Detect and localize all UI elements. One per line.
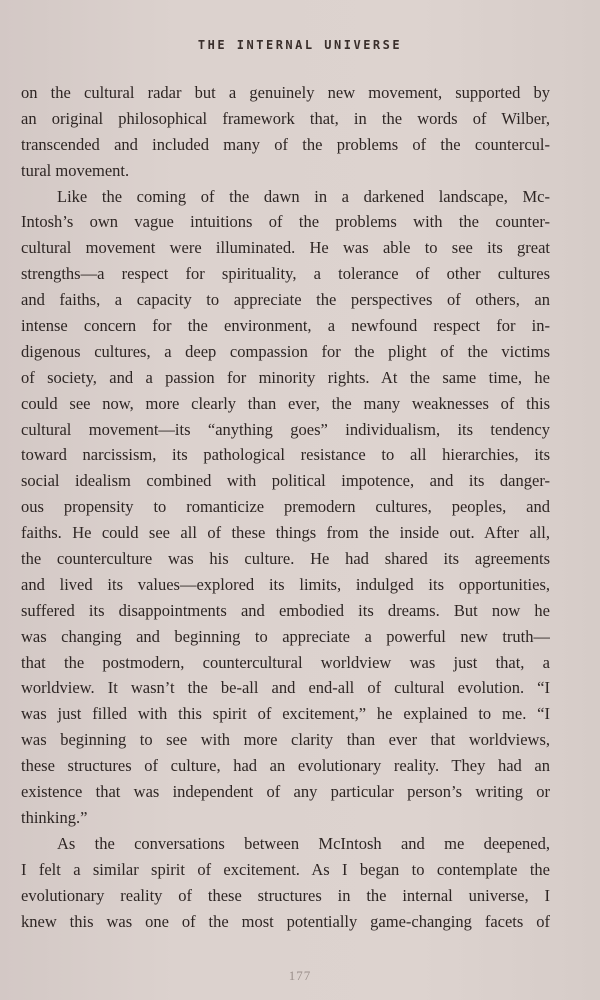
text-line: these structures of culture, had an evolutionary reality. They had an — [21, 756, 550, 776]
text-line: transcended and included many of the problems of the countercul- — [21, 134, 550, 154]
text-line: could see now, more clearly than ever, the many weaknesses of this — [21, 393, 550, 413]
text-line: strengths—a respect for spirituality, a tolerance of other cultures — [21, 264, 550, 284]
text-line: was beginning to see with more clarity than ever that worldviews, — [21, 730, 550, 750]
text-line: was just filled with this spirit of excitement,” he explained to me. “I — [21, 704, 550, 724]
text-line: digenous cultures, a deep compassion for the plight of the victims — [21, 341, 550, 361]
text-line: As the conversations between McIntosh and me deepened, — [57, 833, 550, 853]
text-line: on the cultural radar but a genuinely new movement, supported by — [21, 83, 550, 102]
text-line: I felt a similar spirit of excitement. As I began to contemplate the — [21, 859, 550, 879]
body-text — [21, 80, 550, 934]
text-line: cultural movement—its “anything goes” individualism, its tendency — [21, 419, 550, 439]
text-line: and faiths, a capacity to appreciate the perspectives of others, an — [21, 290, 550, 310]
text-line: tural movement. — [21, 160, 130, 180]
text-line: intense concern for the environment, a newfound respect for in- — [21, 316, 550, 336]
text-line: social idealism combined with political impotence, and its danger- — [21, 471, 550, 491]
text-line: and lived its values—explored its limits, indulged its opportunities, — [21, 574, 550, 594]
page-number: 177 — [288, 968, 312, 983]
text-line: worldview. It wasn’t the be-all and end-all of cultural evolution. “I — [21, 678, 550, 698]
text-line: Like the coming of the dawn in a darkened landscape, Mc- — [57, 186, 550, 206]
text-line: Intosh’s own vague intuitions of the problems with the counter- — [21, 212, 550, 232]
text-line: that the postmodern, countercultural worldview was just that, a — [21, 652, 550, 672]
text-line: faiths. He could see all of these things from the inside out. After all, — [21, 523, 550, 543]
text-line: toward narcissism, its pathological resistance to all hierarchies, its — [21, 445, 550, 465]
text-line: of society, and a passion for minority rights. At the same time, he — [21, 367, 550, 387]
text-line: suffered its disappointments and embodied its dreams. But now he — [21, 600, 550, 620]
text-line: knew this was one of the most potentially game-changing facets of — [21, 911, 550, 931]
text-line: ous propensity to romanticize premodern cultures, peoples, and — [21, 497, 550, 517]
text-line: an original philosophical framework that, in the words of Wilber, — [21, 108, 550, 128]
text-line: cultural movement were illuminated. He was able to see its great — [21, 238, 550, 258]
text-line: was changing and beginning to appreciate a powerful new truth— — [21, 626, 550, 646]
running-head: THE INTERNAL UNIVERSE — [197, 38, 403, 52]
text-line: existence that was independent of any particular person’s writing or — [21, 782, 550, 802]
text-line: evolutionary reality of these structures in the internal universe, I — [21, 885, 550, 905]
text-line: thinking.” — [21, 807, 88, 827]
text-line: the counterculture was his culture. He had shared its agreements — [21, 549, 550, 569]
